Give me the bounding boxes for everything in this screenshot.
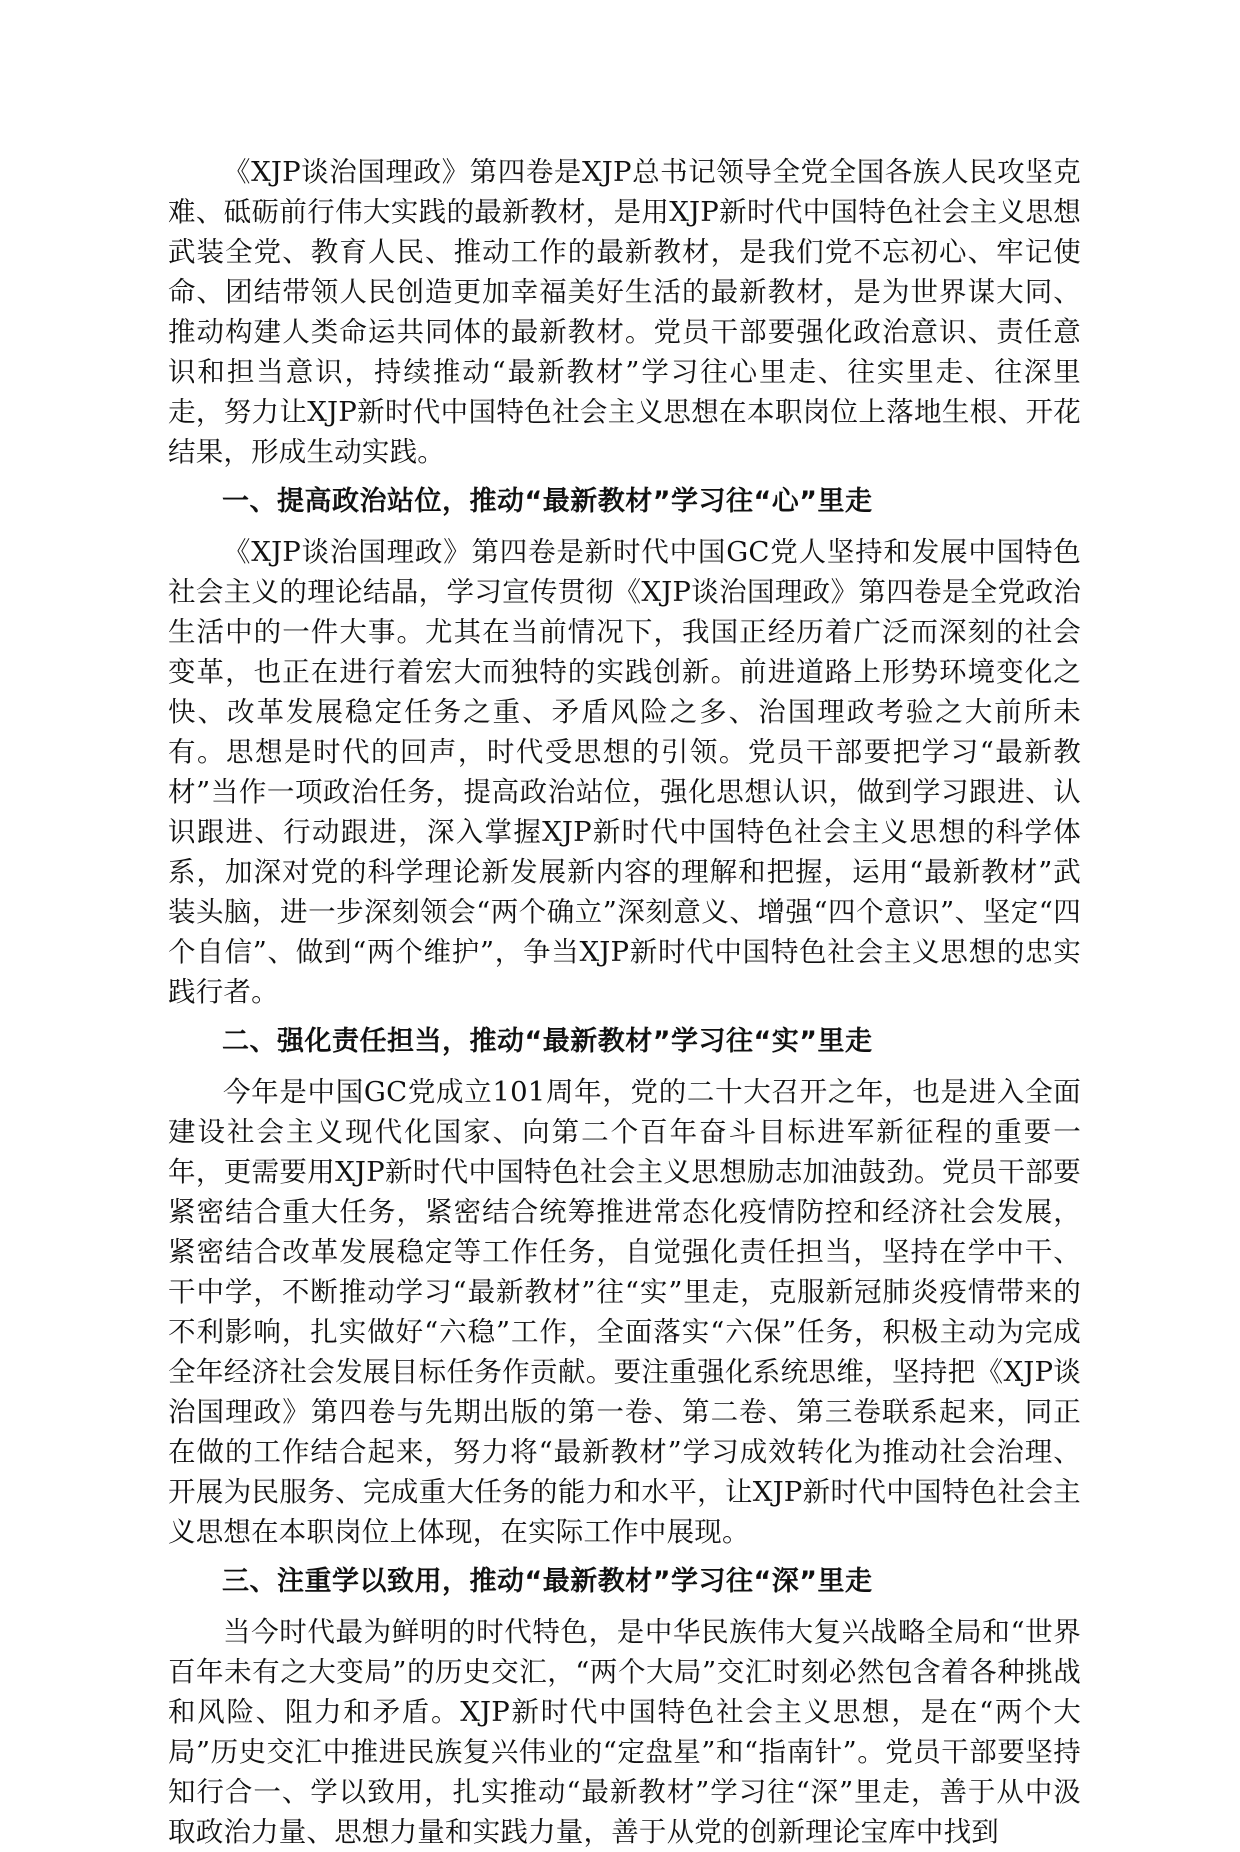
section-2-heading: 二、强化责任担当，推动“最新教材”学习往“实”里走	[222, 1026, 873, 1057]
section-3-paragraph: 当今时代最为鲜明的时代特色，是中华民族伟大复兴战略全局和“世界百年未有之大变局”的历史交汇，“两个大局”交汇时刻必然包含着各种挑战和风险、阻力和矛盾。XJP新时代中国特色社会主义思想，是在“两个大局”历史交汇中推进民族复兴伟业的“定盘星”和“指南针”。党员干部要坚持知行合一、学以致用，扎实推动“最新教材”学习往“深”里走，善于从中汲取政治力量、思想力量和实践力量，善于从党的创新理论宝库中找到	[168, 1616, 1081, 1848]
section-3-heading: 三、注重学以致用，推动“最新教材”学习往“深”里走	[222, 1566, 873, 1597]
section-1-paragraph: 《XJP谈治国理政》第四卷是新时代中国GC党人坚持和发展中国特色社会主义的理论结晶，学习宣传贯彻《XJP谈治国理政》第四卷是全党政治生活中的一件大事。尤其在当前情况下，我国正经历着广泛而深刻的社会变革，也正在进行着宏大而独特的实践创新。前进道路上形势环境变化之快、改革发展稳定任务之重、矛盾风险之多、治国理政考验之大前所未有。思想是时代的回声，时代受思想的引领。党员干部要把学习“最新教材”当作一项政治任务，提高政治站位，强化思想认识，做到学习跟进、认识跟进、行动跟进，深入掌握XJP新时代中国特色社会主义思想的科学体系，加深对党的科学理论新发展新内容的理解和把握，运用“最新教材”武装头脑，进一步深刻领会“两个确立”深刻意义、增强“四个意识”、坚定“四个自信”、做到“两个维护”，争当XJP新时代中国特色社会主义思想的忠实践行者。	[168, 536, 1081, 1008]
document-body	[168, 152, 1081, 1852]
section-2-paragraph: 今年是中国GC党成立101周年，党的二十大召开之年，也是进入全面建设社会主义现代化国家、向第二个百年奋斗目标进军新征程的重要一年，更需要用XJP新时代中国特色社会主义思想励志加油鼓劲。党员干部要紧密结合重大任务，紧密结合统筹推进常态化疫情防控和经济社会发展，紧密结合改革发展稳定等工作任务，自觉强化责任担当，坚持在学中干、干中学，不断推动学习“最新教材”往“实”里走，克服新冠肺炎疫情带来的不利影响，扎实做好“六稳”工作，全面落实“六保”任务，积极主动为完成全年经济社会发展目标任务作贡献。要注重强化系统思维，坚持把《XJP谈治国理政》第四卷与先期出版的第一卷、第二卷、第三卷联系起来，同正在做的工作结合起来，努力将“最新教材”学习成效转化为推动社会治理、开展为民服务、完成重大任务的能力和水平，让XJP新时代中国特色社会主义思想在本职岗位上体现，在实际工作中展现。	[168, 1076, 1081, 1548]
section-1-heading: 一、提高政治站位，推动“最新教材”学习往“心”里走	[222, 486, 873, 517]
intro-paragraph: 《XJP谈治国理政》第四卷是XJP总书记领导全党全国各族人民攻坚克难、砥砺前行伟大实践的最新教材，是用XJP新时代中国特色社会主义思想武装全党、教育人民、推动工作的最新教材，是我们党不忘初心、牢记使命、团结带领人民创造更加幸福美好生活的最新教材，是为世界谋大同、推动构建人类命运共同体的最新教材。党员干部要强化政治意识、责任意识和担当意识，持续推动“最新教材”学习往心里走、往实里走、往深里走，努力让XJP新时代中国特色社会主义思想在本职岗位上落地生根、开花结果，形成生动实践。	[168, 156, 1081, 468]
